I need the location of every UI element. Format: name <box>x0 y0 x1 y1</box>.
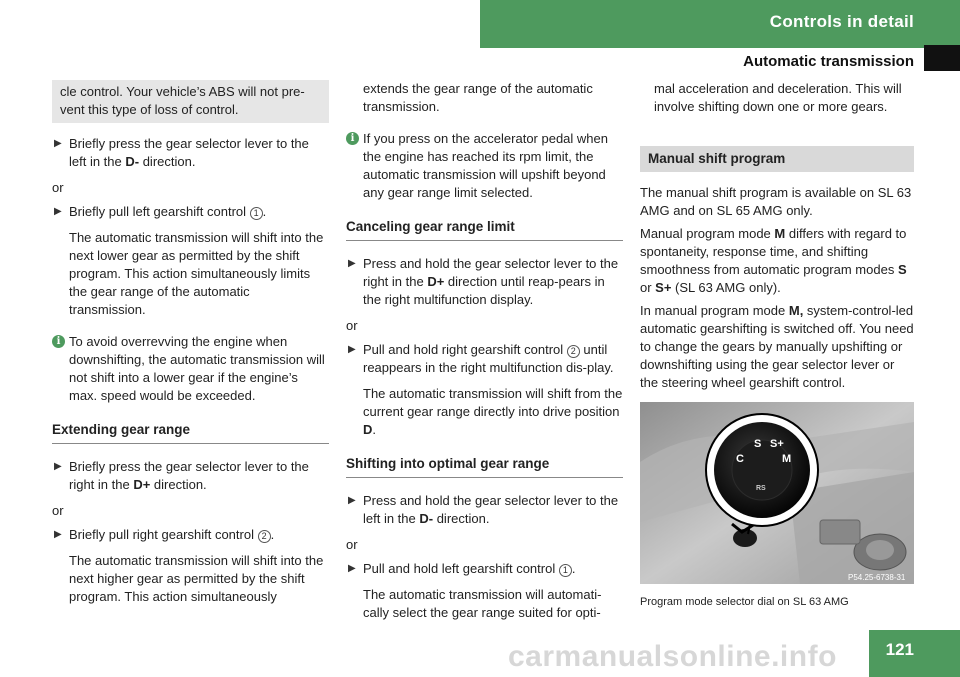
callout-number-icon: 1 <box>250 207 263 220</box>
or-label: or <box>346 537 358 552</box>
header-section-title: Controls in detail <box>769 12 914 31</box>
result-text: The automatic transmission will shift from the current gear range directly into drive position <box>363 386 623 419</box>
dial-label-rs: RS <box>756 485 766 492</box>
step-item <box>346 255 623 309</box>
note-text: If you press on the accelerator pedal when the engine has reached its rpm limit, the automatic transmission will upshift beyond any gear range limit selected. <box>363 131 608 200</box>
paragraph <box>640 225 914 297</box>
dial-label-c: C <box>736 453 744 465</box>
page-number-tab <box>869 630 960 677</box>
paragraph <box>640 302 914 392</box>
step-text: Briefly press the gear selector lever to the right in the <box>69 459 309 492</box>
step-text: Briefly pull left gearshift control <box>69 204 250 219</box>
section-title-bar: Manual shift program <box>640 146 914 172</box>
para-text: Manual program mode <box>640 226 775 241</box>
step-result: The automatic transmission will automati-cally select the gear range suited for opti- <box>363 587 602 620</box>
column-2 <box>346 80 623 630</box>
info-note <box>52 333 329 405</box>
header-subsection-title: Automatic transmission <box>743 53 914 70</box>
info-icon: i <box>52 335 65 348</box>
continued-text: mal acceleration and deceleration. This will involve shifting down one or more gears. <box>654 81 902 114</box>
watermark: carmanualsonline.info <box>508 640 837 673</box>
step-text: . <box>571 561 576 576</box>
header-section-bar <box>480 0 960 45</box>
step-text: reap-pears in the right multifunction display. <box>363 274 605 307</box>
note-text: To avoid overrevving the engine when downshifting, the automatic transmission will not shift into a lower gear if the engine’s max. speed would be exceeded. <box>69 334 325 403</box>
step-text: Pull and hold right gearshift control <box>363 342 567 357</box>
arrow-right-icon: ▶ <box>348 495 356 506</box>
step-text: . <box>262 204 267 219</box>
para-text: In manual program mode <box>640 303 789 318</box>
step-item <box>52 526 329 544</box>
step-text: direction. <box>150 477 207 492</box>
step-direction: D- <box>125 154 140 169</box>
continued-warning-box <box>52 80 329 123</box>
drive-position: D <box>363 422 373 437</box>
step-direction: D+ <box>427 274 445 289</box>
section-heading: Extending gear range <box>52 421 329 444</box>
para-text: system-control-led automatic gearshifting is switched off. You need to change the gears by manually upshifting or downshifting using the gear selector lever or the steering wheel gearshift control. <box>640 303 914 390</box>
photo-caption: Program mode selector dial on SL 63 AMG <box>640 596 849 608</box>
step-direction: D- <box>419 511 434 526</box>
callout-number-icon: 1 <box>559 564 572 577</box>
step-text: . <box>270 527 275 542</box>
mode-label: M, <box>788 303 804 318</box>
or-label: or <box>346 318 358 333</box>
mode-label: M <box>774 226 786 241</box>
or-label: or <box>52 180 64 195</box>
para-text: (SL 63 AMG only). <box>671 280 781 295</box>
step-item <box>346 492 623 528</box>
step-text: direction. <box>139 154 196 169</box>
section-heading: Canceling gear range limit <box>346 218 623 241</box>
photo-code: P54.25-6738-31 <box>848 573 906 582</box>
step-text: reappears in the right multifunction dis-play. <box>363 360 614 375</box>
arrow-right-icon: ▶ <box>54 461 62 472</box>
column-3 <box>640 80 914 611</box>
dial-label-s-plus: S+ <box>770 438 784 450</box>
result-text: . <box>372 422 377 437</box>
mode-label: S+ <box>655 280 672 295</box>
header-thumb-tab <box>924 45 960 71</box>
step-text: direction. <box>433 511 490 526</box>
arrow-right-icon: ▶ <box>348 344 356 355</box>
header-rule <box>480 45 924 48</box>
step-text: until <box>579 342 608 357</box>
section-heading: Shifting into optimal gear range <box>346 455 623 478</box>
step-item <box>346 341 623 377</box>
page-number: 121 <box>885 640 914 659</box>
step-result: The automatic transmission will shift into the next lower gear as permitted by the shift program. This action simultaneously limits the gear range of the automatic transmission. <box>69 230 324 317</box>
step-text: Briefly press the gear selector lever to the left in the <box>69 136 309 169</box>
para-text: differs with regard to spontaneity, response time, and shifting smoothness from automatic program modes <box>640 226 907 277</box>
step-item <box>52 135 329 171</box>
dial-label-m: M <box>782 453 792 465</box>
mode-label: S <box>897 262 907 277</box>
console-illustration <box>640 402 914 584</box>
arrow-right-icon: ▶ <box>54 138 62 149</box>
info-icon: i <box>346 132 359 145</box>
paragraph: The manual shift program is available on SL 63 AMG and on SL 65 AMG only. <box>640 185 912 218</box>
arrow-right-icon: ▶ <box>54 206 62 217</box>
para-text: or <box>640 280 656 295</box>
step-item <box>346 560 623 578</box>
warning-box-text: cle control. Your vehicle’s ABS will not pre-vent this type of loss of control. <box>60 84 305 117</box>
step-item <box>52 203 329 221</box>
step-text: Press and hold the gear selector lever to the right in the <box>363 256 619 289</box>
or-label: or <box>52 503 64 518</box>
step-text: Briefly pull right gearshift control <box>69 527 258 542</box>
arrow-right-icon: ▶ <box>348 563 356 574</box>
step-direction: D+ <box>133 477 151 492</box>
step-text: direction until <box>444 274 529 289</box>
arrow-right-icon: ▶ <box>54 529 62 540</box>
step-item <box>52 458 329 494</box>
continued-text: extends the gear range of the automatic transmission. <box>363 81 593 114</box>
column-1 <box>52 80 329 614</box>
step-result: The automatic transmission will shift into the next higher gear as permitted by the shift program. This action simultaneously <box>69 553 324 604</box>
dial-label-s: S <box>754 438 762 450</box>
step-result <box>346 385 623 439</box>
callout-number-icon: 2 <box>567 345 580 358</box>
callout-number-icon: 2 <box>258 530 271 543</box>
step-text: Pull and hold left gearshift control <box>363 561 559 576</box>
info-note <box>346 130 623 202</box>
step-text: Press and hold the gear selector lever to the left in the <box>363 493 619 526</box>
arrow-right-icon: ▶ <box>348 258 356 269</box>
selector-dial-photo <box>640 402 914 584</box>
